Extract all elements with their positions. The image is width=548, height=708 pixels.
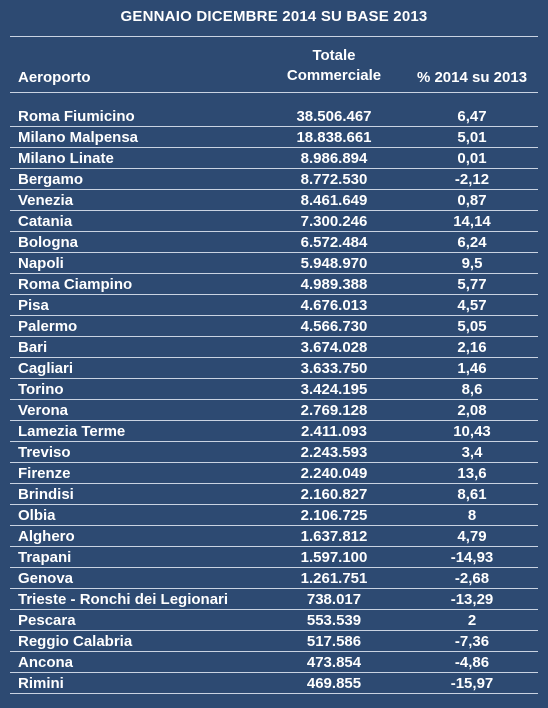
pct-change: 6,47 [457, 108, 487, 125]
table-row [10, 421, 538, 442]
pct-change: 8 [467, 507, 477, 524]
total-commercial: 517.586 [306, 633, 362, 650]
total-commercial: 6.572.484 [300, 234, 368, 251]
pct-change: -7,36 [454, 633, 490, 650]
airport-name: Alghero [18, 528, 75, 545]
total-commercial: 738.017 [306, 591, 362, 608]
pct-change: 13,6 [457, 465, 487, 482]
airport-name: Milano Malpensa [18, 129, 139, 146]
table-row [10, 253, 538, 274]
table-row [10, 358, 538, 379]
total-commercial: 4.989.388 [300, 276, 368, 293]
pct-change: 5,05 [457, 318, 487, 335]
pct-change: 6,24 [457, 234, 487, 251]
table-row [10, 652, 538, 673]
pct-change: 3,4 [461, 444, 483, 461]
airport-name: Pisa [18, 297, 49, 314]
airport-name: Lamezia Terme [18, 423, 126, 440]
airport-name: Trapani [18, 549, 72, 566]
header-divider [10, 92, 538, 93]
airport-name: Genova [18, 570, 74, 587]
header-total-line1: Totale [312, 47, 356, 64]
pct-change: 14,14 [453, 213, 491, 230]
pct-change: 9,5 [461, 255, 483, 272]
table-row [10, 379, 538, 400]
table-row [10, 547, 538, 568]
table-row [10, 673, 538, 694]
total-commercial: 38.506.467 [296, 108, 372, 125]
pct-change: -13,29 [450, 591, 494, 608]
pct-change: 0,01 [457, 150, 487, 167]
table-row [10, 190, 538, 211]
table-row [10, 631, 538, 652]
pct-change: 4,57 [457, 297, 487, 314]
table-row [10, 169, 538, 190]
airport-name: Catania [18, 213, 73, 230]
table-row [10, 610, 538, 631]
airport-name: Pescara [18, 612, 76, 629]
total-commercial: 469.855 [306, 675, 362, 692]
total-commercial: 2.769.128 [300, 402, 368, 419]
total-commercial: 4.566.730 [300, 318, 368, 335]
airport-name: Rimini [18, 675, 64, 692]
total-commercial: 7.300.246 [300, 213, 368, 230]
pct-change: 0,87 [457, 192, 487, 209]
pct-change: -2,12 [454, 171, 490, 188]
pct-change: 2,08 [457, 402, 487, 419]
table-row [10, 232, 538, 253]
table-row [10, 337, 538, 358]
table-row [10, 526, 538, 547]
airport-name: Roma Ciampino [18, 276, 133, 293]
header-total [264, 46, 404, 86]
pct-change: 8,6 [461, 381, 483, 398]
airport-name: Firenze [18, 465, 71, 482]
airport-name: Brindisi [18, 486, 74, 503]
airport-name: Palermo [18, 318, 78, 335]
table-row [10, 211, 538, 232]
airport-name: Bergamo [18, 171, 84, 188]
table-row [10, 505, 538, 526]
airport-name: Olbia [18, 507, 56, 524]
table-row [10, 106, 538, 127]
pct-change: 5,77 [457, 276, 487, 293]
total-commercial: 3.424.195 [300, 381, 368, 398]
airport-name: Milano Linate [18, 150, 114, 167]
table-row [10, 295, 538, 316]
airport-name: Bari [18, 339, 48, 356]
total-commercial: 3.674.028 [300, 339, 368, 356]
total-commercial: 3.633.750 [300, 360, 368, 377]
total-commercial: 473.854 [306, 654, 362, 671]
pct-change: 5,01 [457, 129, 487, 146]
table-row [10, 148, 538, 169]
table-title: GENNAIO DICEMBRE 2014 SU BASE 2013 [120, 8, 428, 25]
pct-change: -14,93 [450, 549, 494, 566]
pct-change: 2,16 [457, 339, 487, 356]
airport-name: Treviso [18, 444, 71, 461]
total-commercial: 2.240.049 [300, 465, 368, 482]
airport-name: Reggio Calabria [18, 633, 133, 650]
table-row [10, 274, 538, 295]
total-commercial: 2.411.093 [301, 423, 367, 440]
total-commercial: 18.838.661 [296, 129, 372, 146]
pct-change: -15,97 [450, 675, 494, 692]
total-commercial: 4.676.013 [300, 297, 368, 314]
table-body [10, 106, 538, 694]
table-row [10, 463, 538, 484]
table-row [10, 400, 538, 421]
pct-change: 2 [467, 612, 477, 629]
total-commercial: 553.539 [306, 612, 362, 629]
pct-change: 4,79 [457, 528, 487, 545]
airport-name: Torino [18, 381, 64, 398]
airport-name: Venezia [18, 192, 74, 209]
airport-name: Ancona [18, 654, 74, 671]
table-row [10, 568, 538, 589]
airport-name: Verona [18, 402, 69, 419]
pct-change: 10,43 [453, 423, 491, 440]
airport-name: Cagliari [18, 360, 74, 377]
airport-name: Roma Fiumicino [18, 108, 135, 125]
airport-name: Napoli [18, 255, 64, 272]
header-pct: % 2014 su 2013 [416, 69, 528, 86]
header-total-line2: Commerciale [286, 67, 382, 84]
total-commercial: 8.772.530 [300, 171, 368, 188]
title-divider [10, 36, 538, 37]
table-row [10, 127, 538, 148]
airport-name: Bologna [18, 234, 78, 251]
pct-change: 8,61 [457, 486, 487, 503]
total-commercial: 2.106.725 [300, 507, 368, 524]
airport-name: Trieste - Ronchi dei Legionari [18, 591, 229, 608]
total-commercial: 2.243.593 [300, 444, 368, 461]
table-row [10, 484, 538, 505]
pct-change: -2,68 [454, 570, 490, 587]
total-commercial: 8.986.894 [300, 150, 368, 167]
total-commercial: 2.160.827 [300, 486, 368, 503]
pct-change: -4,86 [454, 654, 490, 671]
total-commercial: 1.637.812 [300, 528, 368, 545]
total-commercial: 8.461.649 [300, 192, 368, 209]
total-commercial: 1.261.751 [300, 570, 368, 587]
table-row [10, 589, 538, 610]
header-airport: Aeroporto [18, 69, 91, 86]
pct-change: 1,46 [457, 360, 487, 377]
total-commercial: 1.597.100 [300, 549, 368, 566]
table-row [10, 316, 538, 337]
total-commercial: 5.948.970 [300, 255, 368, 272]
table-row [10, 442, 538, 463]
